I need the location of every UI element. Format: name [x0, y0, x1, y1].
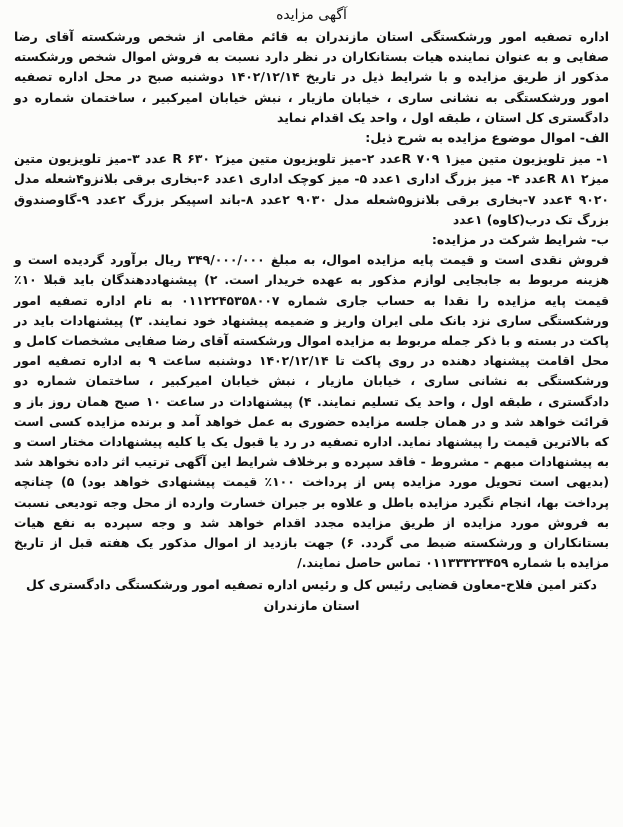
- section-b-title: ب- شرایط شرکت در مزایده:: [431, 232, 609, 248]
- notice-title: آگهی مزایده: [276, 7, 347, 23]
- notice-intro: اداره تصفیه امور ورشکستگی استان مازندران به قائم مقامی از شخص ورشکسته آقای رضا صفایی و به عنوان نماینده هیات بستانکاران در نظر دارد نسبت به فروش اموال شخص ورشکسته مذکور از طریق مزایده و با شرایط ذیل در تاریخ ۱۴۰۲/۱۲/۱۴ دوشنبه صبح در محل اداره تصفیه امور ورشکستگی به نشانی ساری ، خیابان مازیار ، نبش خیابان امیرکبیر ، ساختمان شماره دو دادگستری کل استان ، طبقه اول ، واحد یک اقدام نماید: [14, 29, 609, 125]
- section-a-title: الف- اموال موضوع مزایده به شرح ذیل:: [365, 130, 609, 146]
- section-b-text: فروش نقدی است و قیمت پایه مزایده اموال، به مبلغ ۳۴۹/۰۰۰/۰۰۰ ریال برآورد گردیده است و هزینه مربوط به جابجایی لوازم مذکور به عهده خریدار است. ۲) پیشنهاددهندگان باید قبلا ۱۰٪ قیمت پایه مزایده را نقدا به حساب جاری شماره ۰۱۱۲۲۴۵۳۵۸۰۰۷ به نام اداره تصفیه امور ورشکستگی ساری نزد بانک ملی ایران واریز و ضمیمه پیشنهاد خود نمایند. ۳) پیشنهادات باید در پاکت در بسته و با ذکر جمله مربوط به مزایده اموال ورشکسته آقای رضا صفایی مشخصات کامل و محل اقامت پیشنهاد دهنده در روی پاکت تا ۱۴۰۲/۱۲/۱۴ دوشنبه ساعت ۹ به اداره تصفیه امور ورشکستگی به نشانی ساری ، خیابان مازیار ، نبش خیابان امیرکبیر ، ساختمان شماره دو دادگستری ، طبقه اول ، واحد یک تسلیم نمایند. ۴) پیشنهادات در ساعت ۱۰ صبح همان روز باز و قرائت خواهد شد و در همان جلسه مزایده حضوری به عمل خواهد آمد و برنده مزایده کسی است که بالاترین قیمت را پیشنهاد نماید. اداره تصفیه در رد یا قبول یک یا کلیه پیشنهادات مختار است و به پیشنهادات مبهم - مشروط - فاقد سپرده و برخلاف شرایط این آگهی ترتیب اثر داده نخواهد شد (بدیهی است تحویل مورد مزایده پس از پرداخت ۱۰۰٪ قیمت پیشنهادی خواهد بود) ۵) چنانچه پرداخت بها، انجام نگیرد مزایده باطل و علاوه بر جبران خسارت وارده از محل وجه تودیعی نسبت به فروش مورد مزایده از طریق مزایده مجدد اقدام خواهد شد و وجه سپرده به نفع هیات بستانکاران و ورشکسته ضبط می گردد. ۶) جهت بازدید از اموال مذکور یک هفته قبل از تاریخ مزایده با شماره ۰۱۱۳۳۳۲۳۴۵۹ تماس حاصل نمایند./: [14, 252, 610, 571]
- section-a-items: ۱- میز تلویزیون متین میزR ۷۰۹ ۱عدد ۲-میز تلویزیون متین میزR ۶۳۰ ۲ عدد ۳-میز تلویزیون متین میزR ۸۱ ۲عدد ۴- میز بزرگ اداری ۱عدد ۵- میز کوچک اداری ۱عدد ۶-بخاری برقی بلانزو۴شعله مدل ۹۰۲۰ ۴عدد ۷-بخاری برقی بلانزو۵شعله مدل ۹۰۳۰ ۲عدد ۸-باند اسپیکر بزرگ ۲عدد ۹-گاوصندوق بزرگ تک درب(کاوه) ۱عدد: [14, 151, 610, 227]
- notice-signature: دکتر امین فلاح-معاون قضایی رئیس کل و رئیس اداره تصفیه امور ورشکستگی دادگستری کل استان مازندران: [25, 577, 598, 613]
